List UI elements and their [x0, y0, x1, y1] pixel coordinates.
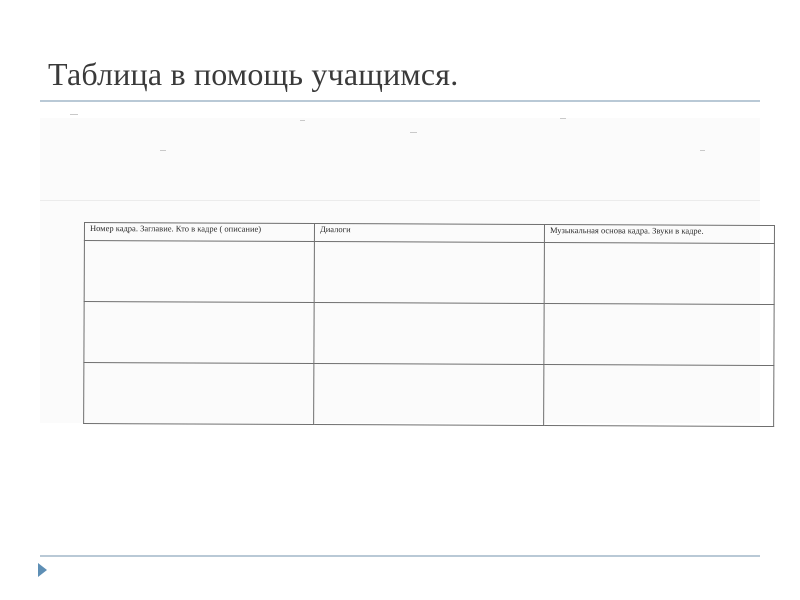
header-dialogues: Диалоги: [314, 224, 544, 243]
table-cell: [84, 302, 314, 364]
table-row: [84, 241, 774, 305]
title-divider: [40, 100, 760, 102]
storyboard-worksheet-table: [83, 222, 775, 427]
scan-speck: [410, 132, 417, 133]
scan-speck: [300, 120, 305, 121]
table-cell: [544, 304, 774, 366]
table-row: [84, 363, 774, 427]
slide-title: Таблица в помощь учащимся.: [48, 56, 459, 92]
scan-speck: [160, 150, 166, 151]
table-cell: [544, 243, 774, 305]
footer-divider: [40, 555, 760, 557]
header-music-sounds: Музыкальная основа кадра. Звуки в кадре.: [544, 225, 774, 244]
table-cell: [84, 363, 314, 425]
table-cell: [544, 365, 774, 427]
table-row: [84, 302, 774, 366]
scan-speck: [560, 118, 566, 119]
triangle-right-icon[interactable]: [38, 563, 47, 577]
table-cell: [314, 364, 544, 426]
header-frame-description: Номер кадра. Заглавие. Кто в кадре ( описание): [84, 223, 314, 242]
scan-speck: [70, 114, 78, 115]
table-cell: [314, 242, 544, 304]
scan-speck: [700, 150, 705, 151]
scan-edge: [40, 200, 760, 201]
table-cell: [84, 241, 314, 303]
table-cell: [314, 303, 544, 365]
